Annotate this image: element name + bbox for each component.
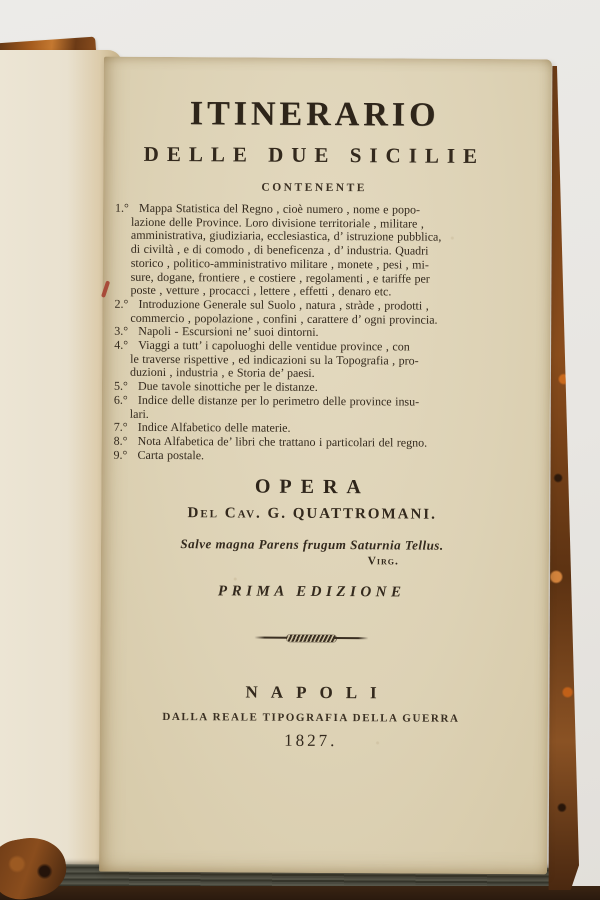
text-line: poste , vetture , procacci , lettere , effetti , denaro etc. [130,283,392,299]
item-text [130,296,512,328]
item-number: 2.° [114,296,129,311]
author-line: Del Cav. G. QUATTROMANI. [187,505,437,524]
text-line: Nota Alfabetica de’ libri che trattano i particolari del regno. [137,433,428,450]
text-line: Carta postale. [137,447,205,462]
item-number: 5.° [113,378,128,393]
item-number: 1.° [115,200,129,215]
text-line: commercio , popolazione , confini , carattere d’ ogni provincia. [130,310,438,327]
text-line: le traverse rispettive , ed indicazioni su la Topografia , pro- [130,351,419,368]
contents-item-4 [114,339,512,383]
epigraph-attribution: Virg. [367,555,399,568]
text-line: lari. [129,406,149,421]
item-number: 3.° [114,324,129,339]
book-title: ITINERARIO [189,95,440,134]
contents-label: CONTENENTE [261,181,368,195]
book-cover-bottom-edge [0,886,600,900]
item-text [129,392,512,424]
text-line: amministrativa, giudiziaria, ecclesiastica, d’ istruzione pubblica, [130,228,442,245]
edition-line: PRIMA EDIZIONE [217,583,406,601]
text-line: di civiltà , e di comodo , di beneficenza , d’ industria. Quadri [130,241,429,258]
text-line: Napoli - Escursioni ne’ suoi dintorni. [138,324,319,340]
text-line: duzioni , industria , e Storia de’ paesi. [130,365,315,381]
ornament-braid [286,635,336,642]
ink-mark [101,280,110,297]
item-number: 8.° [113,433,128,448]
title-page [99,57,552,875]
text-line: Introduzione Generale sul Suolo , natura , stràde , prodotti , [138,296,429,313]
text-line: Indice delle distanze per lo perimetro delle province insu- [137,392,420,409]
text-line: Due tavole sinottiche per le distanze. [137,378,318,395]
contents-item-9 [114,448,512,464]
imprint-publisher: DALLA REALE TIPOGRAFIA DELLA GUERRA [162,711,460,726]
ornament-rule-left [254,637,288,639]
contents-list [114,202,514,465]
text-line: sure, dogane, frontiere , e costiere , regolamenti , e tariffe per [130,269,430,286]
text-line: storico , politico-amministrativo militare , monete , pesi , mi- [130,255,429,272]
book-subtitle: DELLE DUE SICILIE [143,141,486,168]
contents-item-2 [114,298,512,328]
ornament-divider [112,633,510,643]
item-text [130,337,512,382]
opera-heading: OPERA [254,475,370,499]
text-line: Indice Alfabetico delle materie. [137,420,291,436]
imprint-year: 1827. [284,731,338,751]
item-number: 9.° [113,447,128,462]
contents-item-1 [115,202,514,300]
contents-item-6 [114,394,512,424]
imprint-city: NAPOLI [245,682,390,703]
text-line: Viaggi a tutt’ i capoluoghi delle ventidue province , con [138,337,410,354]
text-line: lazione delle Province. Loro divisione territoriale , militare , [130,214,424,231]
item-text [130,200,514,300]
item-text [138,449,512,465]
item-number: 4.° [114,337,129,352]
text-line: Mappa Statistica del Regno , cioè numero , nome e popo- [139,200,421,217]
item-number: 7.° [113,419,128,435]
ornament-rule-right [334,637,368,639]
item-number: 6.° [113,392,128,407]
epigraph-quote: Salve magna Parens frugum Saturnia Tellus. [180,536,444,554]
